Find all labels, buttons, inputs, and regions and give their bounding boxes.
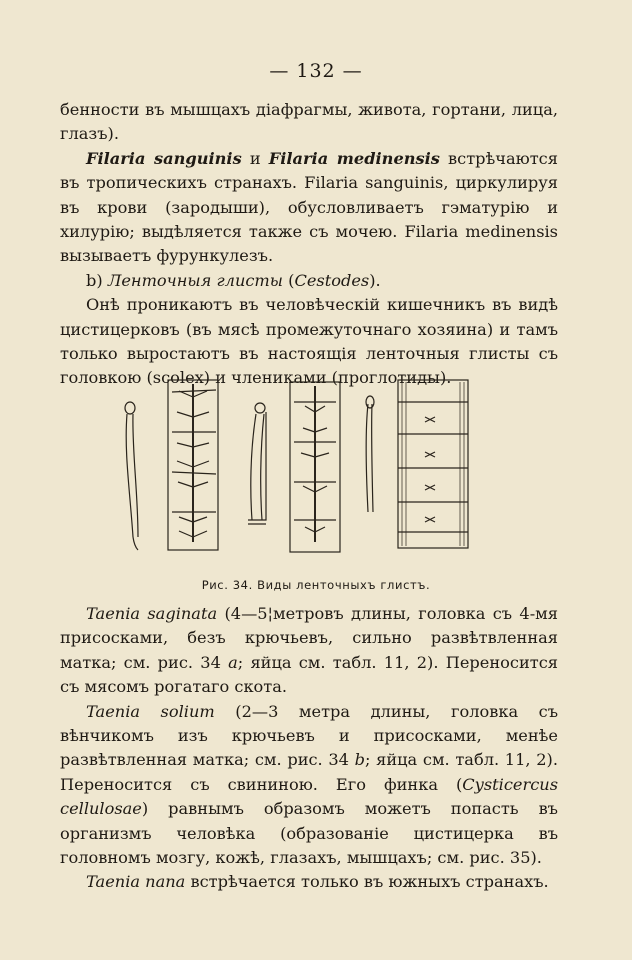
section-latin-name: Cestodes bbox=[294, 270, 370, 290]
figure-ref-b: b bbox=[354, 750, 366, 770]
figure-a-proglottids bbox=[168, 380, 218, 550]
paragraph-1: бенности въ мышцахъ діафрагмы, живота, гортани, лица, глазъ). bbox=[60, 100, 558, 144]
figure-ref-a: a bbox=[228, 652, 238, 672]
saginata-text: (4—5¦метровъ длины, головка съ 4-мя присосками, безъ крючьевъ, сильно развѣтвленная матка; см. рис. 34 bbox=[60, 604, 558, 672]
section-heading-cestodes bbox=[60, 269, 558, 293]
nana-text: встрѣчается только въ южныхъ странахъ. bbox=[185, 872, 549, 892]
solium-text-mid: ; яйца см. табл. 11, 2). Переносится съ свининою. Его финка ( bbox=[60, 750, 558, 794]
tapeworm-illustration bbox=[100, 372, 550, 562]
figure-caption: Рис. 34. Виды ленточныхъ глистъ. bbox=[201, 578, 431, 592]
text-block-bottom bbox=[60, 602, 558, 895]
term-taenia-nana: Taenia nana bbox=[86, 872, 186, 892]
section-marker: b) bbox=[86, 270, 108, 290]
conjunction: и bbox=[241, 148, 269, 168]
filaria-text: встрѣчаются въ тропическихъ странахъ. Filaria sanguinis, циркулируя въ крови (зародыши), обусловливаетъ гэматурію и хилурію; выдѣляется также съ мочею. Filaria medinensis вызываетъ фурункулезъ. bbox=[60, 148, 558, 266]
text-block-top bbox=[60, 98, 558, 391]
term-filaria-sanguinis: Filaria sanguinis bbox=[86, 148, 242, 168]
paragraph-taenia-saginata bbox=[60, 602, 558, 700]
paragraph-taenia-solium bbox=[60, 700, 558, 871]
term-cysticercus: Cysticercus cellulosae bbox=[60, 774, 558, 819]
saginata-text-end: ; яйца см. табл. 11, 2). Переносится съ мясомъ рогатаго скота. bbox=[60, 652, 558, 697]
solium-text-end: ) равнымъ образомъ можетъ попасть въ организмъ человѣка (образованіе цистицерка въ головномъ мозгу, кожѣ, глазахъ, мышцахъ; см. рис. 35). bbox=[60, 799, 558, 868]
paragraph-filaria bbox=[60, 147, 558, 269]
paragraph-cestodes: Онѣ проникаютъ въ человѣческій кишечникъ въ видѣ цистицерковъ (въ мясѣ промежуточнаго хозяина) и тамъ только выростаютъ въ настоящія ленточныя глисты съ головкою (scolex) и члениками (проглотиды). bbox=[60, 295, 558, 388]
section-title: Ленточныя глисты bbox=[107, 270, 283, 290]
paragraph-taenia-nana bbox=[60, 870, 558, 894]
term-taenia-saginata: Taenia saginata bbox=[86, 604, 218, 623]
paren-close: ). bbox=[369, 270, 381, 290]
page-number: — 132 — bbox=[269, 60, 363, 82]
figure-b-proglottids bbox=[290, 382, 340, 552]
term-filaria-medinensis: Filaria medinensis bbox=[268, 148, 440, 168]
figure-c-proglottids bbox=[398, 380, 468, 548]
figure-b-scolex bbox=[248, 403, 266, 524]
solium-text: (2—3 метра длины, головка съ вѣнчикомъ изъ крючьевъ и присосками, менѣе развѣтвленная матка; см. рис. 34 bbox=[60, 701, 559, 770]
figure-a-scolex bbox=[125, 402, 138, 550]
paren-open: ( bbox=[282, 270, 295, 290]
term-taenia-solium: Taenia solium bbox=[86, 701, 215, 721]
figure-c-scolex bbox=[366, 396, 374, 512]
